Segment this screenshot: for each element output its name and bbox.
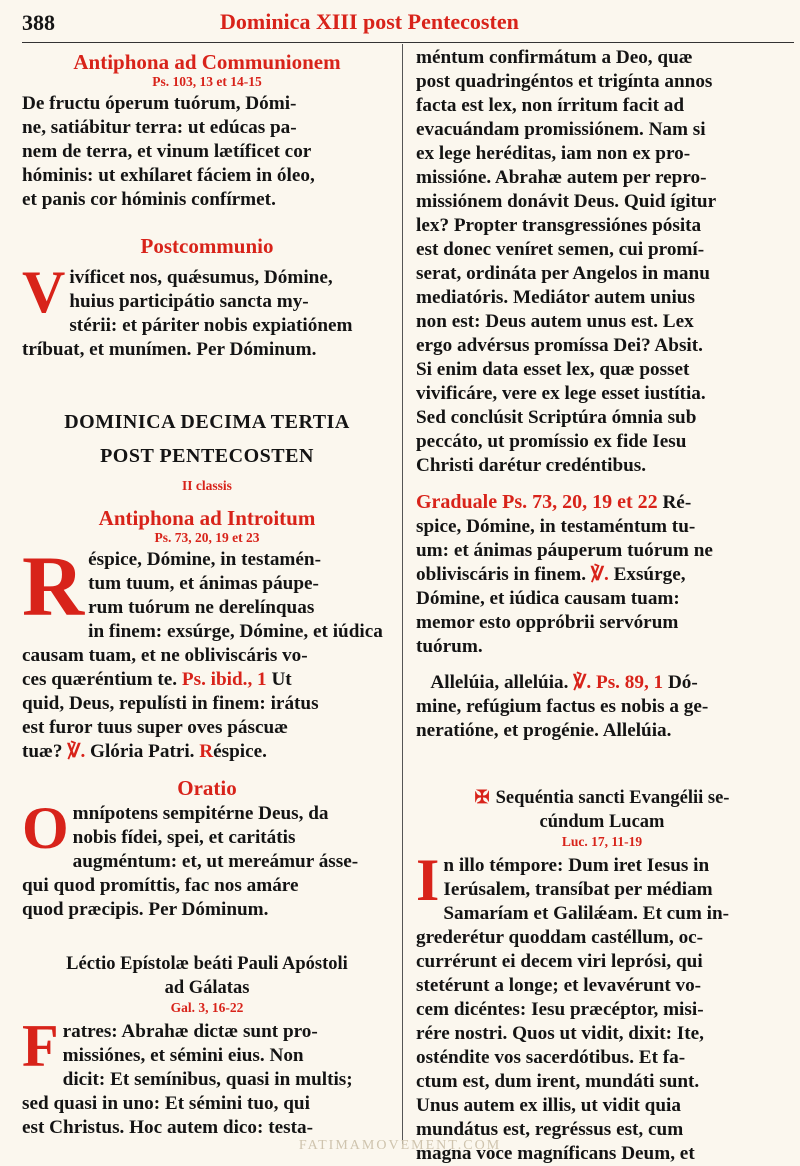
text-line: osténdite vos sacerdótibus. Et fa-	[416, 1047, 686, 1068]
gospel-ref: Luc. 17, 11-19	[561, 834, 643, 849]
communion-ref: Ps. 103, 13 et 14-15	[152, 74, 262, 89]
text-line: ergo advérsus promíssa Dei? Absit.	[416, 335, 703, 356]
text-line: causam tuam, et ne obliviscáris vo-	[22, 645, 308, 666]
text-line: missiónes, et sémini eius. Non	[62, 1045, 304, 1066]
text-line: tum tuum, et ánimas páupe-	[88, 573, 319, 594]
text-line: Christi darétur credéntibus.	[416, 455, 647, 476]
text-segment: tuæ?	[22, 741, 68, 762]
dropcap-o: O	[22, 795, 69, 861]
text-line	[416, 563, 788, 587]
column-divider	[402, 44, 403, 1144]
text-line: missiónem donávit Deus. Quid ígitur	[416, 191, 717, 212]
text-line: currérunt ei decem viri leprósi, qui	[416, 951, 703, 972]
text-line: nem de terra, et vinum lætíficet cor	[22, 141, 312, 162]
text-line: n illo témpore: Dum iret Iesus in	[443, 855, 710, 876]
text-line: spice, Dómine, in testaméntum tu-	[416, 516, 696, 537]
dropcap-f: F	[22, 1013, 59, 1079]
text-line	[22, 740, 392, 764]
epistle-continued	[416, 46, 788, 478]
text-line: mnípotens sempitérne Deus, da	[72, 803, 329, 824]
text-line: est donec veníret semen, cui promí-	[416, 239, 705, 260]
text-line: De fructu óperum tuórum, Dómi-	[22, 93, 297, 114]
text-line: est Christus. Hoc autem dico: testa-	[22, 1117, 313, 1138]
alleluia-section	[416, 671, 788, 743]
epistle-heading-line2: ad Gálatas	[164, 978, 250, 998]
text-line: vivificáre, vere ex lege esset iustítia.	[416, 383, 706, 404]
mass-title	[22, 410, 392, 494]
psalm-ref: Ps. 89, 1	[591, 672, 664, 693]
text-segment: éspice.	[213, 741, 267, 762]
text-line: mundátus est, regréssus est, cum	[416, 1119, 684, 1140]
versicle-icon: ℣.	[590, 564, 609, 585]
gospel-heading-line2: cúndum Lucam	[539, 812, 665, 832]
gradual-section	[416, 490, 788, 659]
text-line: ivíficet nos, quǽsumus, Dómine,	[69, 267, 333, 288]
text-line: rére nostri. Quos ut vidit, dixit: Ite,	[416, 1023, 704, 1044]
text-segment: obliviscáris in finem.	[416, 564, 591, 585]
text-line: post quadringéntos et trigínta annos	[416, 71, 713, 92]
text-line: Si enim data esset lex, quæ posset	[416, 359, 690, 380]
text-line: cem dicéntes: Iesu præcéptor, misi-	[416, 999, 704, 1020]
text-line: Unus autem ex illis, ut vidit quia	[416, 1095, 681, 1116]
watermark: FATIMAMOVEMENT.COM	[298, 1138, 502, 1153]
text-line: sed quasi in uno: Et sémini tuo, qui	[22, 1093, 310, 1114]
text-line: ratres: Abrahæ dictæ sunt pro-	[62, 1021, 318, 1042]
text-segment: Glória Patri.	[85, 741, 200, 762]
epistle-heading-line1: Léctio Epístolæ beáti Pauli Apóstoli	[66, 954, 348, 974]
text-line: ctum est, dum irent, mundáti sunt.	[416, 1071, 700, 1092]
text-line: um: et ánimas páuperum tuórum ne	[416, 540, 713, 561]
text-segment: Dó-	[663, 672, 698, 693]
introit-section	[22, 506, 392, 764]
versicle-icon: ℣.	[573, 672, 592, 693]
postcommunio-section	[22, 234, 392, 362]
introit-heading: Antiphona ad Introitum	[98, 506, 316, 530]
page-number: 388	[22, 10, 55, 35]
text-line: neratióne, et progénie. Allelúia.	[416, 720, 672, 741]
text-line: nobis fídei, spei, et caritátis	[72, 827, 296, 848]
text-line: qui quod promíttis, fac nos amáre	[22, 875, 299, 896]
text-line: hóminis: ut exhílaret fáciem in óleo,	[22, 165, 315, 186]
text-line: est furor tuus super oves páscuæ	[22, 717, 288, 738]
text-segment: Allelúia, allelúia.	[430, 672, 574, 693]
running-title: Dominica XIII post Pentecosten	[220, 9, 519, 34]
text-line: rum tuórum ne derelínquas	[88, 597, 315, 618]
cross-icon: ✠	[474, 787, 490, 807]
text-line: et panis cor hóminis confírmet.	[22, 189, 276, 210]
text-line: Ierúsalem, transíbat per médiam	[443, 879, 713, 900]
text-line: mine, refúgium factus es nobis a ge-	[416, 696, 709, 717]
text-line: memor esto oppróbrii servórum	[416, 612, 679, 633]
repeat-initial: R	[199, 741, 214, 762]
versicle-icon: ℣.	[67, 741, 86, 762]
text-line: magna voce magníficans Deum, et	[416, 1143, 695, 1164]
text-line: evacuándam promissiónem. Nam si	[416, 119, 706, 140]
text-line: lex? Propter transgressiónes pósita	[416, 215, 702, 236]
text-line: facta est lex, non írritum facit ad	[416, 95, 685, 116]
left-column	[22, 44, 392, 1140]
text-line: éspice, Dómine, in testamén-	[88, 549, 321, 570]
text-line: quod præcipis. Per Dóminum.	[22, 899, 269, 920]
communion-heading: Antiphona ad Communionem	[73, 50, 341, 74]
text-line: ne, satiábitur terra: ut edúcas pa-	[22, 117, 297, 138]
dropcap-v: V	[22, 259, 66, 325]
postcommunio-heading: Postcommunio	[140, 234, 274, 258]
page-header	[0, 0, 800, 40]
gospel-text	[416, 847, 788, 1166]
epistle-text	[22, 1013, 392, 1140]
text-line: missióne. Abrahæ autem per repro-	[416, 167, 707, 188]
gospel-heading-line1	[416, 785, 788, 810]
text-segment: Ré-	[657, 492, 692, 513]
dropcap-i: I	[416, 847, 440, 913]
communion-section	[22, 50, 392, 212]
text-line: tríbuat, et munímen. Per Dóminum.	[22, 339, 317, 360]
oratio-section	[22, 776, 392, 922]
text-line: dicit: Et semínibus, quasi in multis;	[62, 1069, 353, 1090]
text-line	[22, 668, 392, 692]
text-line: grederétur quoddam castéllum, oc-	[416, 927, 704, 948]
text-segment: Sequéntia sancti Evangélii se-	[495, 788, 730, 808]
oratio-text	[22, 795, 392, 922]
text-segment: Exsúrge,	[608, 564, 686, 585]
epistle-section	[22, 952, 392, 1140]
dropcap-r: R	[22, 538, 85, 634]
text-line: serat, ordináta per Angelos in manu	[416, 263, 710, 284]
text-line: Sed conclúsit Scriptúra ómnia sub	[416, 407, 697, 428]
oratio-heading: Oratio	[177, 776, 237, 800]
text-line: peccáto, ut promíssio ex fide Iesu	[416, 431, 687, 452]
mass-title-line1: DOMINICA DECIMA TERTIA	[64, 411, 350, 433]
text-line: ex lege heréditas, iam non ex pro-	[416, 143, 691, 164]
mass-class: II classis	[182, 478, 232, 493]
text-line: mediatóris. Mediátor autem unius	[416, 287, 695, 308]
introit-text	[22, 538, 392, 764]
text-line: tuórum.	[416, 636, 483, 657]
gospel-section	[416, 785, 788, 1166]
gradual-label: Graduale Ps. 73, 20, 19 et 22	[416, 491, 658, 513]
text-line	[416, 671, 788, 695]
text-line: in finem: exsúrge, Dómine, et iúdica	[88, 621, 383, 642]
text-line: augméntum: et, ut mereámur ásse-	[72, 851, 359, 872]
text-line: stetérunt a longe; et levavérunt vo-	[416, 975, 702, 996]
right-column	[416, 38, 788, 1166]
text-line: quid, Deus, repulísti in finem: irátus	[22, 693, 319, 714]
text-line: Dómine, et iúdica causam tuam:	[416, 588, 680, 609]
mass-title-line2: POST PENTECOSTEN	[100, 445, 314, 467]
text-line	[416, 490, 788, 515]
psalm-ref: Ps. ibid., 1	[181, 669, 267, 690]
text-segment: ces quæréntium te.	[22, 669, 178, 690]
epistle-ref: Gal. 3, 16-22	[170, 1000, 244, 1015]
text-line: Samaríam et Galilǽam. Et cum in-	[443, 903, 730, 924]
text-segment: Ut	[266, 669, 292, 690]
text-line: stérii: et páriter nobis expiatiónem	[69, 315, 353, 336]
postcommunio-text	[22, 259, 392, 362]
text-line: huius participátio sancta my-	[69, 291, 309, 312]
introit-ref: Ps. 73, 20, 19 et 23	[154, 530, 260, 545]
text-line: méntum confirmátum a Deo, quæ	[416, 47, 693, 68]
text-line: non est: Deus autem unus est. Lex	[416, 311, 694, 332]
communion-text	[22, 92, 392, 212]
